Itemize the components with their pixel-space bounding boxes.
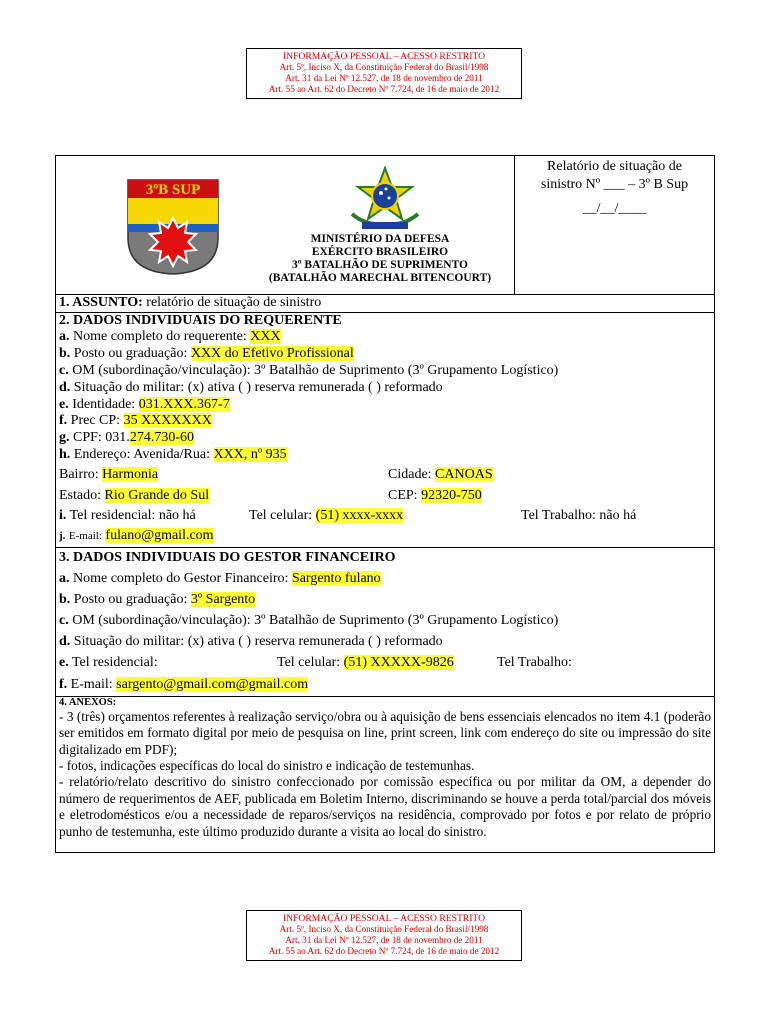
requester-cpf-row: [59, 430, 711, 447]
field-label: CPF: 031.: [73, 430, 130, 446]
item-key: d.: [59, 379, 71, 395]
address-value[interactable]: XXX, nº 935: [213, 446, 287, 462]
ministry-line: (BATALHÃO MARECHAL BITENCOURT): [268, 272, 492, 284]
section-annexes: [56, 697, 714, 852]
identity-value[interactable]: 031.XXX.367-7: [138, 396, 230, 412]
subject-label: 1. ASSUNTO:: [59, 295, 143, 310]
item-key: a.: [59, 329, 70, 345]
requester-name-value[interactable]: XXX: [250, 329, 281, 345]
requester-email-row: [59, 526, 711, 546]
emblem-text: 3ºB SUP: [145, 182, 201, 198]
ministry-heading: [246, 233, 514, 285]
field-label: Cidade:: [388, 466, 432, 482]
field-label: Nome completo do Gestor Financeiro:: [73, 570, 289, 586]
tel-residential: Tel residencial: não há: [69, 507, 196, 523]
email-value[interactable]: sargento@gmail.com@gmail.com: [116, 676, 309, 692]
report-date-field[interactable]: __/__/____: [582, 201, 647, 216]
item-key: g.: [59, 430, 70, 446]
estado-value[interactable]: Rio Grande do Sul: [104, 487, 210, 503]
manager-status-row: [59, 631, 711, 652]
section-requester: [56, 313, 714, 548]
item-key: j.: [59, 529, 66, 542]
tel-work: Tel Trabalho: não há: [521, 507, 637, 523]
field-label: Prec CP:: [70, 413, 121, 429]
field-label: Estado:: [59, 487, 101, 503]
requester-phones-row: [59, 506, 711, 526]
section-title: 4. ANEXOS:: [59, 696, 117, 708]
field-label: Tel celular:: [277, 654, 341, 670]
ministry-line: EXÉRCITO BRASILEIRO: [311, 246, 449, 258]
manager-email-row: [59, 674, 711, 695]
bairro-cidade-row: [59, 464, 711, 485]
annex-paragraph: - fotos, indicações específicas do local do sinistro e indicação de testemunhas.: [59, 757, 475, 773]
item-key: d.: [59, 633, 71, 649]
field-label: Identidade:: [72, 396, 136, 412]
requester-name-row: [59, 329, 711, 346]
subject-value: relatório de situação de sinistro: [146, 295, 322, 310]
tel-work: Tel Trabalho:: [497, 654, 572, 670]
item-key: c.: [59, 362, 69, 378]
field-label: Tel celular:: [249, 507, 313, 523]
requester-om-row: [59, 363, 711, 380]
tel-residential: Tel residencial:: [71, 654, 158, 670]
tel-cellular-value[interactable]: (51) xxxx-xxxx: [315, 507, 404, 523]
field-label: Posto ou graduação:: [73, 591, 188, 607]
field-label: Nome completo do requerente:: [73, 329, 247, 345]
restricted-access-notice-top: [246, 48, 522, 99]
field-label: Bairro:: [59, 466, 99, 482]
item-key: c.: [59, 612, 69, 628]
item-key: i.: [59, 507, 67, 523]
field-label: Posto ou graduação:: [73, 346, 188, 362]
field-label: OM (subordinação/vinculação): 3º Batalhão de Suprimento (3º Grupamento Logístico): [72, 612, 559, 628]
manager-phones-row: [59, 652, 711, 674]
manager-om-row: [59, 610, 711, 631]
notice-line: Art. 55 ao Art. 62 do Decreto Nº 7.724, de 16 de maio de 2012: [268, 84, 500, 94]
field-label: CEP:: [388, 487, 418, 503]
bairro-value[interactable]: Harmonia: [102, 466, 159, 482]
subject-row: [56, 295, 714, 313]
item-key: b.: [59, 346, 71, 362]
status-options[interactable]: Situação do militar: (x) ativa ( ) reserva remunerada ( ) reformado: [73, 379, 443, 395]
estado-cep-row: [59, 485, 711, 506]
cidade-value[interactable]: CANOAS: [435, 466, 493, 482]
requester-status-row: [59, 380, 711, 397]
notice-line: Art. 55 ao Art. 62 do Decreto Nº 7.724, de 16 de maio de 2012: [268, 946, 500, 956]
annex-paragraph: - 3 (três) orçamentos referentes à realização serviço/obra ou à aquisição de bens essenciais elencados no item 4.1 (poderão ser emitidos em formato digital por meio de pesquisa on line, print screen, link com endereço do site ou impressão do site digitalizado em PDF);: [59, 708, 711, 757]
manager-name-value[interactable]: Sargento fulano: [291, 570, 381, 586]
section-title: 3. DADOS INDIVIDUAIS DO GESTOR FINANCEIRO: [59, 549, 396, 565]
battalion-emblem-icon: [126, 178, 220, 276]
cep-value[interactable]: 92320-750: [421, 487, 482, 503]
ministry-line: 3º BATALHÃO DE SUPRIMENTO: [292, 259, 468, 271]
item-key: h.: [59, 446, 71, 462]
field-label: Endereço: Avenida/Rua:: [73, 446, 210, 462]
annex-paragraph: - relatório/relato descritivo do sinistro confeccionado por comissão específica ou por militar da OM, a depender do número de requerimentos de AEF, publicada em Boletim Interno, discriminando se houve a perda total/parcial dos móveis e eletrodomésticos e/ou a necessidade de reparos/serviços na residência, comprovado por fotos e por relato de próprio punho de testemunha, este último produzido durante a visita ao local do sinistro.: [59, 774, 711, 839]
report-title-box: [515, 156, 714, 218]
requester-address-row: [59, 447, 711, 464]
item-key: a.: [59, 570, 70, 586]
restricted-access-notice-bottom: [246, 910, 522, 961]
manager-rank-value[interactable]: 3º Sargento: [190, 591, 256, 607]
requester-prec-row: [59, 413, 711, 430]
item-key: e.: [59, 654, 69, 670]
form-frame: [55, 155, 715, 853]
item-key: e.: [59, 396, 69, 412]
report-number-line: sinistro Nº ___ – 3º B Sup: [540, 177, 689, 192]
tel-cellular-value[interactable]: (51) XXXXX-9826: [343, 654, 454, 670]
notice-line: Art. 31 da Lei Nº 12.527, de 18 de novembro de 2011: [285, 73, 483, 83]
field-label: E-mail:: [68, 529, 102, 542]
status-options[interactable]: Situação do militar: (x) ativa ( ) reserva remunerada ( ) reformado: [73, 633, 443, 649]
field-label: E-mail:: [70, 676, 113, 692]
form-header: [56, 156, 714, 295]
ministry-line: MINISTÉRIO DA DEFESA: [310, 233, 450, 245]
requester-id-row: [59, 397, 711, 414]
cpf-value[interactable]: 274.730-60: [129, 430, 194, 446]
item-key: f.: [59, 413, 68, 429]
section-financial-manager: [56, 548, 714, 697]
notice-line: Art. 5º, Inciso X, da Constituição Federal do Brasil/1998: [279, 924, 489, 934]
notice-line: Art. 5º, Inciso X, da Constituição Federal do Brasil/1998: [279, 62, 489, 72]
field-label: OM (subordinação/vinculação): 3º Batalhão de Suprimento (3º Grupamento Logístico): [72, 362, 559, 378]
notice-title: INFORMAÇÃO PESSOAL – ACESSO RESTRITO: [282, 913, 486, 924]
item-key: b.: [59, 591, 71, 607]
manager-name-row: [59, 568, 711, 589]
prec-cp-value[interactable]: 35 XXXXXXX: [123, 413, 212, 429]
email-value[interactable]: fulano@gmail.com: [105, 527, 214, 543]
item-key: f.: [59, 676, 68, 692]
notice-line: Art. 31 da Lei Nº 12.527, de 18 de novembro de 2011: [285, 935, 483, 945]
manager-rank-row: [59, 589, 711, 610]
requester-rank-row: [59, 346, 711, 363]
notice-title: INFORMAÇÃO PESSOAL – ACESSO RESTRITO: [282, 51, 486, 62]
section-title: 2. DADOS INDIVIDUAIS DO REQUERENTE: [59, 312, 342, 328]
requester-rank-value[interactable]: XXX do Efetivo Profissional: [190, 346, 354, 362]
coat-of-arms-icon: [346, 166, 424, 232]
report-title-line: Relatório de situação de: [547, 159, 682, 174]
